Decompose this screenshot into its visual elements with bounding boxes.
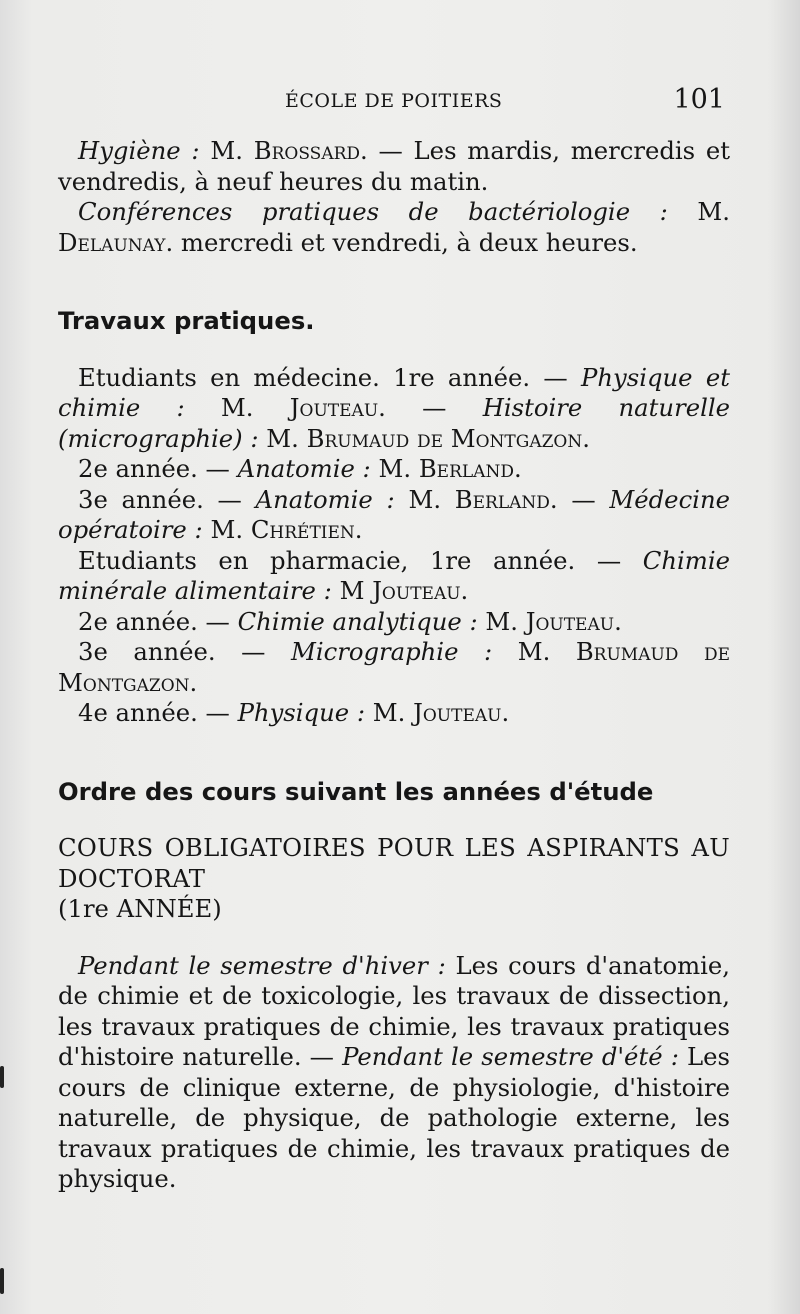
pharmacie-3-name: Brumaud de Montgazon bbox=[58, 637, 730, 697]
medecine-2-text: M. bbox=[378, 454, 412, 483]
pharmacie-paragraph bbox=[58, 546, 730, 607]
medecine-1-subject-b: Histoire naturelle (micrographie) : bbox=[58, 393, 730, 453]
pharmacie-3-prefix: 3e année. — bbox=[78, 637, 266, 666]
bacterio-text-a: M. bbox=[697, 197, 730, 226]
medecine-3-line bbox=[58, 485, 730, 546]
hygiene-name: Brossard bbox=[253, 136, 361, 165]
hiver-label: Pendant le semestre d'hiver : bbox=[78, 950, 446, 980]
medecine-3-name-b: Chrétien bbox=[250, 515, 355, 544]
pharmacie-intro: Etudiants en pharmacie, 1re année. — bbox=[78, 545, 622, 575]
bacterio-paragraph bbox=[58, 197, 730, 258]
running-title: ÉCOLE DE POITIERS bbox=[285, 90, 503, 112]
medecine-3-text-b: M. bbox=[210, 515, 244, 544]
pharmacie-1-subject: Chimie minérale alimentaire : bbox=[58, 545, 730, 605]
travaux-heading: Travaux pratiques. bbox=[58, 306, 315, 335]
year-label: (1re ANNÉE) bbox=[58, 894, 222, 923]
page-body bbox=[58, 136, 730, 1195]
pharmacie-2-prefix: 2e année. — bbox=[78, 606, 230, 636]
hygiene-text-b: . — Les mardis, mercredis et vendredis, à neuf heures du matin. bbox=[58, 136, 731, 196]
edge-mark-1 bbox=[0, 1066, 4, 1088]
pharmacie-1-name: Jouteau bbox=[372, 576, 461, 605]
page-number: 101 bbox=[673, 84, 725, 115]
medecine-2-prefix: 2e année. — bbox=[78, 454, 230, 483]
medecine-3-subject-b: Médecine opératoire : bbox=[58, 484, 730, 544]
pharmacie-2-name: Jouteau bbox=[525, 606, 615, 636]
bacterio-label: Conférences pratiques de bactériologie : bbox=[78, 197, 668, 226]
hygiene-label: Hygiène : bbox=[78, 136, 200, 165]
pharmacie-4-line bbox=[58, 698, 730, 729]
ordre-subheading: COURS OBLIGATOIRES POUR LES ASPIRANTS AU DOCTORAT bbox=[58, 833, 730, 893]
medecine-3-text: M. bbox=[408, 484, 442, 514]
medecine-1-text-b: . — bbox=[378, 393, 447, 422]
pharmacie-4-name: Jouteau bbox=[413, 698, 502, 727]
medecine-1-text-d: . bbox=[582, 423, 590, 453]
medecine-paragraph bbox=[58, 363, 730, 455]
pharmacie-2-subject: Chimie analytique : bbox=[237, 606, 478, 636]
pharmacie-3-end: . bbox=[189, 667, 198, 697]
medecine-2-subject: Anatomie : bbox=[237, 454, 371, 483]
medecine-3-subject: Anatomie : bbox=[255, 484, 395, 514]
pharmacie-2-line bbox=[58, 607, 730, 638]
pharmacie-4-text: M. bbox=[372, 698, 406, 727]
pharmacie-4-end: . bbox=[501, 698, 510, 727]
hygiene-paragraph bbox=[58, 136, 730, 197]
semestres-paragraph bbox=[58, 951, 730, 1195]
bacterio-text-b: . mercredi et vendredi, à deux heures. bbox=[165, 227, 638, 257]
hygiene-text-a: M. bbox=[210, 136, 243, 165]
ete-label: Pendant le semestre d'été : bbox=[342, 1042, 679, 1071]
medecine-1-name-a: Jouteau bbox=[289, 393, 379, 422]
medecine-2-end: . bbox=[513, 454, 522, 483]
medecine-intro: Etudiants en médecine. 1re année. — bbox=[78, 362, 568, 392]
bacterio-name: Delaunay bbox=[58, 227, 166, 257]
pharmacie-3-text: M. bbox=[517, 637, 551, 666]
pharmacie-2-end: . bbox=[614, 606, 622, 636]
medecine-1-subject: Physique et chimie : bbox=[58, 362, 730, 422]
medecine-3-name: Berland bbox=[454, 484, 550, 514]
pharmacie-1-end: . bbox=[460, 576, 469, 605]
pharmacie-3-line bbox=[58, 637, 730, 698]
medecine-3-mid: . — bbox=[549, 484, 596, 514]
medecine-1-text-a: M. bbox=[220, 393, 254, 422]
ordre-heading: Ordre des cours suivant les années d'étude bbox=[58, 776, 654, 806]
pharmacie-4-prefix: 4e année. — bbox=[78, 698, 230, 727]
ete-text: Les cours de clinique externe, de physiologie, d'histoire naturelle, de physique, de pathologie externe, les travaux pratiques de chimie, les travaux pratiques de physique. bbox=[58, 1042, 730, 1193]
medecine-1-text-c: M. bbox=[266, 423, 299, 453]
medecine-2-line bbox=[58, 454, 730, 485]
hiver-text: Les cours d'anatomie, de chimie et de toxicologie, les travaux de dissection, les travaux pratiques de chimie, les travaux pratiques d'histoire naturelle. — bbox=[58, 950, 731, 1071]
pharmacie-1-text: M bbox=[339, 576, 365, 605]
pharmacie-2-text: M. bbox=[485, 606, 518, 636]
pharmacie-4-subject: Physique : bbox=[237, 698, 366, 727]
pharmacie-3-subject: Micrographie : bbox=[290, 637, 493, 666]
edge-mark-2 bbox=[0, 1268, 4, 1294]
medecine-3-end: . bbox=[354, 515, 363, 544]
medecine-3-prefix: 3e année. — bbox=[78, 484, 242, 514]
medecine-2-name: Berland bbox=[418, 454, 514, 483]
page-header bbox=[0, 84, 800, 124]
medecine-1-name-b: Brumaud de Montgazon bbox=[306, 423, 583, 453]
